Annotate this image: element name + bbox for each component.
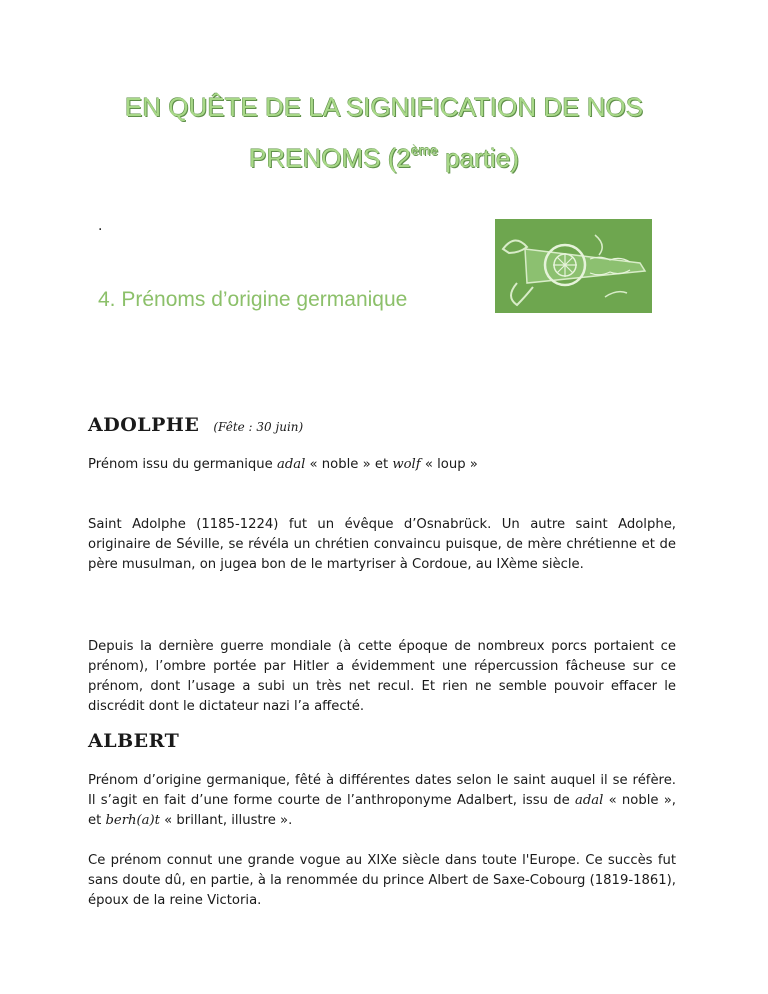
section-heading: 4. Prénoms d’origine germanique	[98, 288, 408, 311]
document-title-line1: EN QUÊTE DE LA SIGNIFICATION DE NOS	[124, 92, 644, 122]
word-adal: adal	[574, 793, 604, 808]
albert-paragraph-2: Ce prénom connut une grande vogue au XIXe siècle dans toute l'Europe. Ce succès fut sans doute dû, en partie, à la renommée du prince Albert de Saxe-Cobourg (1819-1861), époux de la reine Victoria.	[88, 853, 676, 908]
adolphe-paragraph-2: Saint Adolphe (1185-1224) fut un évêque d’Osnabrück. Un autre saint Adolphe, originaire de Séville, se révéla un chrétien convaincu puisque, de mère chrétienne et de père musulman, on jugea bon de le martyriser à Cordoue, au IXème siècle.	[88, 517, 676, 572]
word-wolf: wolf	[392, 457, 421, 472]
name-albert: ALBERT	[88, 730, 180, 752]
title-main: PRENOMS (2	[249, 143, 411, 173]
text: « brillant, illustre ».	[159, 813, 293, 828]
word-adal: adal	[276, 457, 306, 472]
stray-dot: .	[98, 218, 103, 234]
text: « loup »	[420, 457, 478, 472]
name-adolphe: ADOLPHE	[88, 414, 200, 436]
ornament-image	[495, 219, 652, 313]
ornament-illustration	[495, 219, 652, 313]
text: « noble » et	[305, 457, 393, 472]
text: « noble », et	[88, 793, 676, 828]
title-end: partie)	[438, 143, 519, 173]
adolphe-paragraph-3: Depuis la dernière guerre mondiale (à cette époque de nombreux porcs portaient ce prénom), l’ombre portée par Hitler a évidemment une répercussion fâcheuse sur ce prénom, dont l’usage a subi un très net recul. Et rien ne semble pouvoir effacer le discrédit dont le dictateur nazi l’a affecté.	[88, 639, 676, 714]
word-berhat: berh(a)t	[105, 813, 160, 828]
name-heading-adolphe	[88, 414, 303, 436]
fete-date: (Fête : 30 juin)	[213, 420, 304, 434]
albert-paragraph-1	[88, 771, 676, 831]
document-title-line2	[0, 142, 768, 174]
text: Prénom issu du germanique	[88, 457, 277, 472]
adolphe-paragraph-1	[88, 455, 676, 475]
title-superscript: ème	[410, 142, 439, 158]
name-heading-albert	[88, 730, 179, 752]
text: Prénom d’origine germanique, fêté à différentes dates selon le saint auquel il se réfère. Il s’agit en fait d’une forme courte de l’anthroponyme Adalbert, issu de	[88, 773, 676, 808]
